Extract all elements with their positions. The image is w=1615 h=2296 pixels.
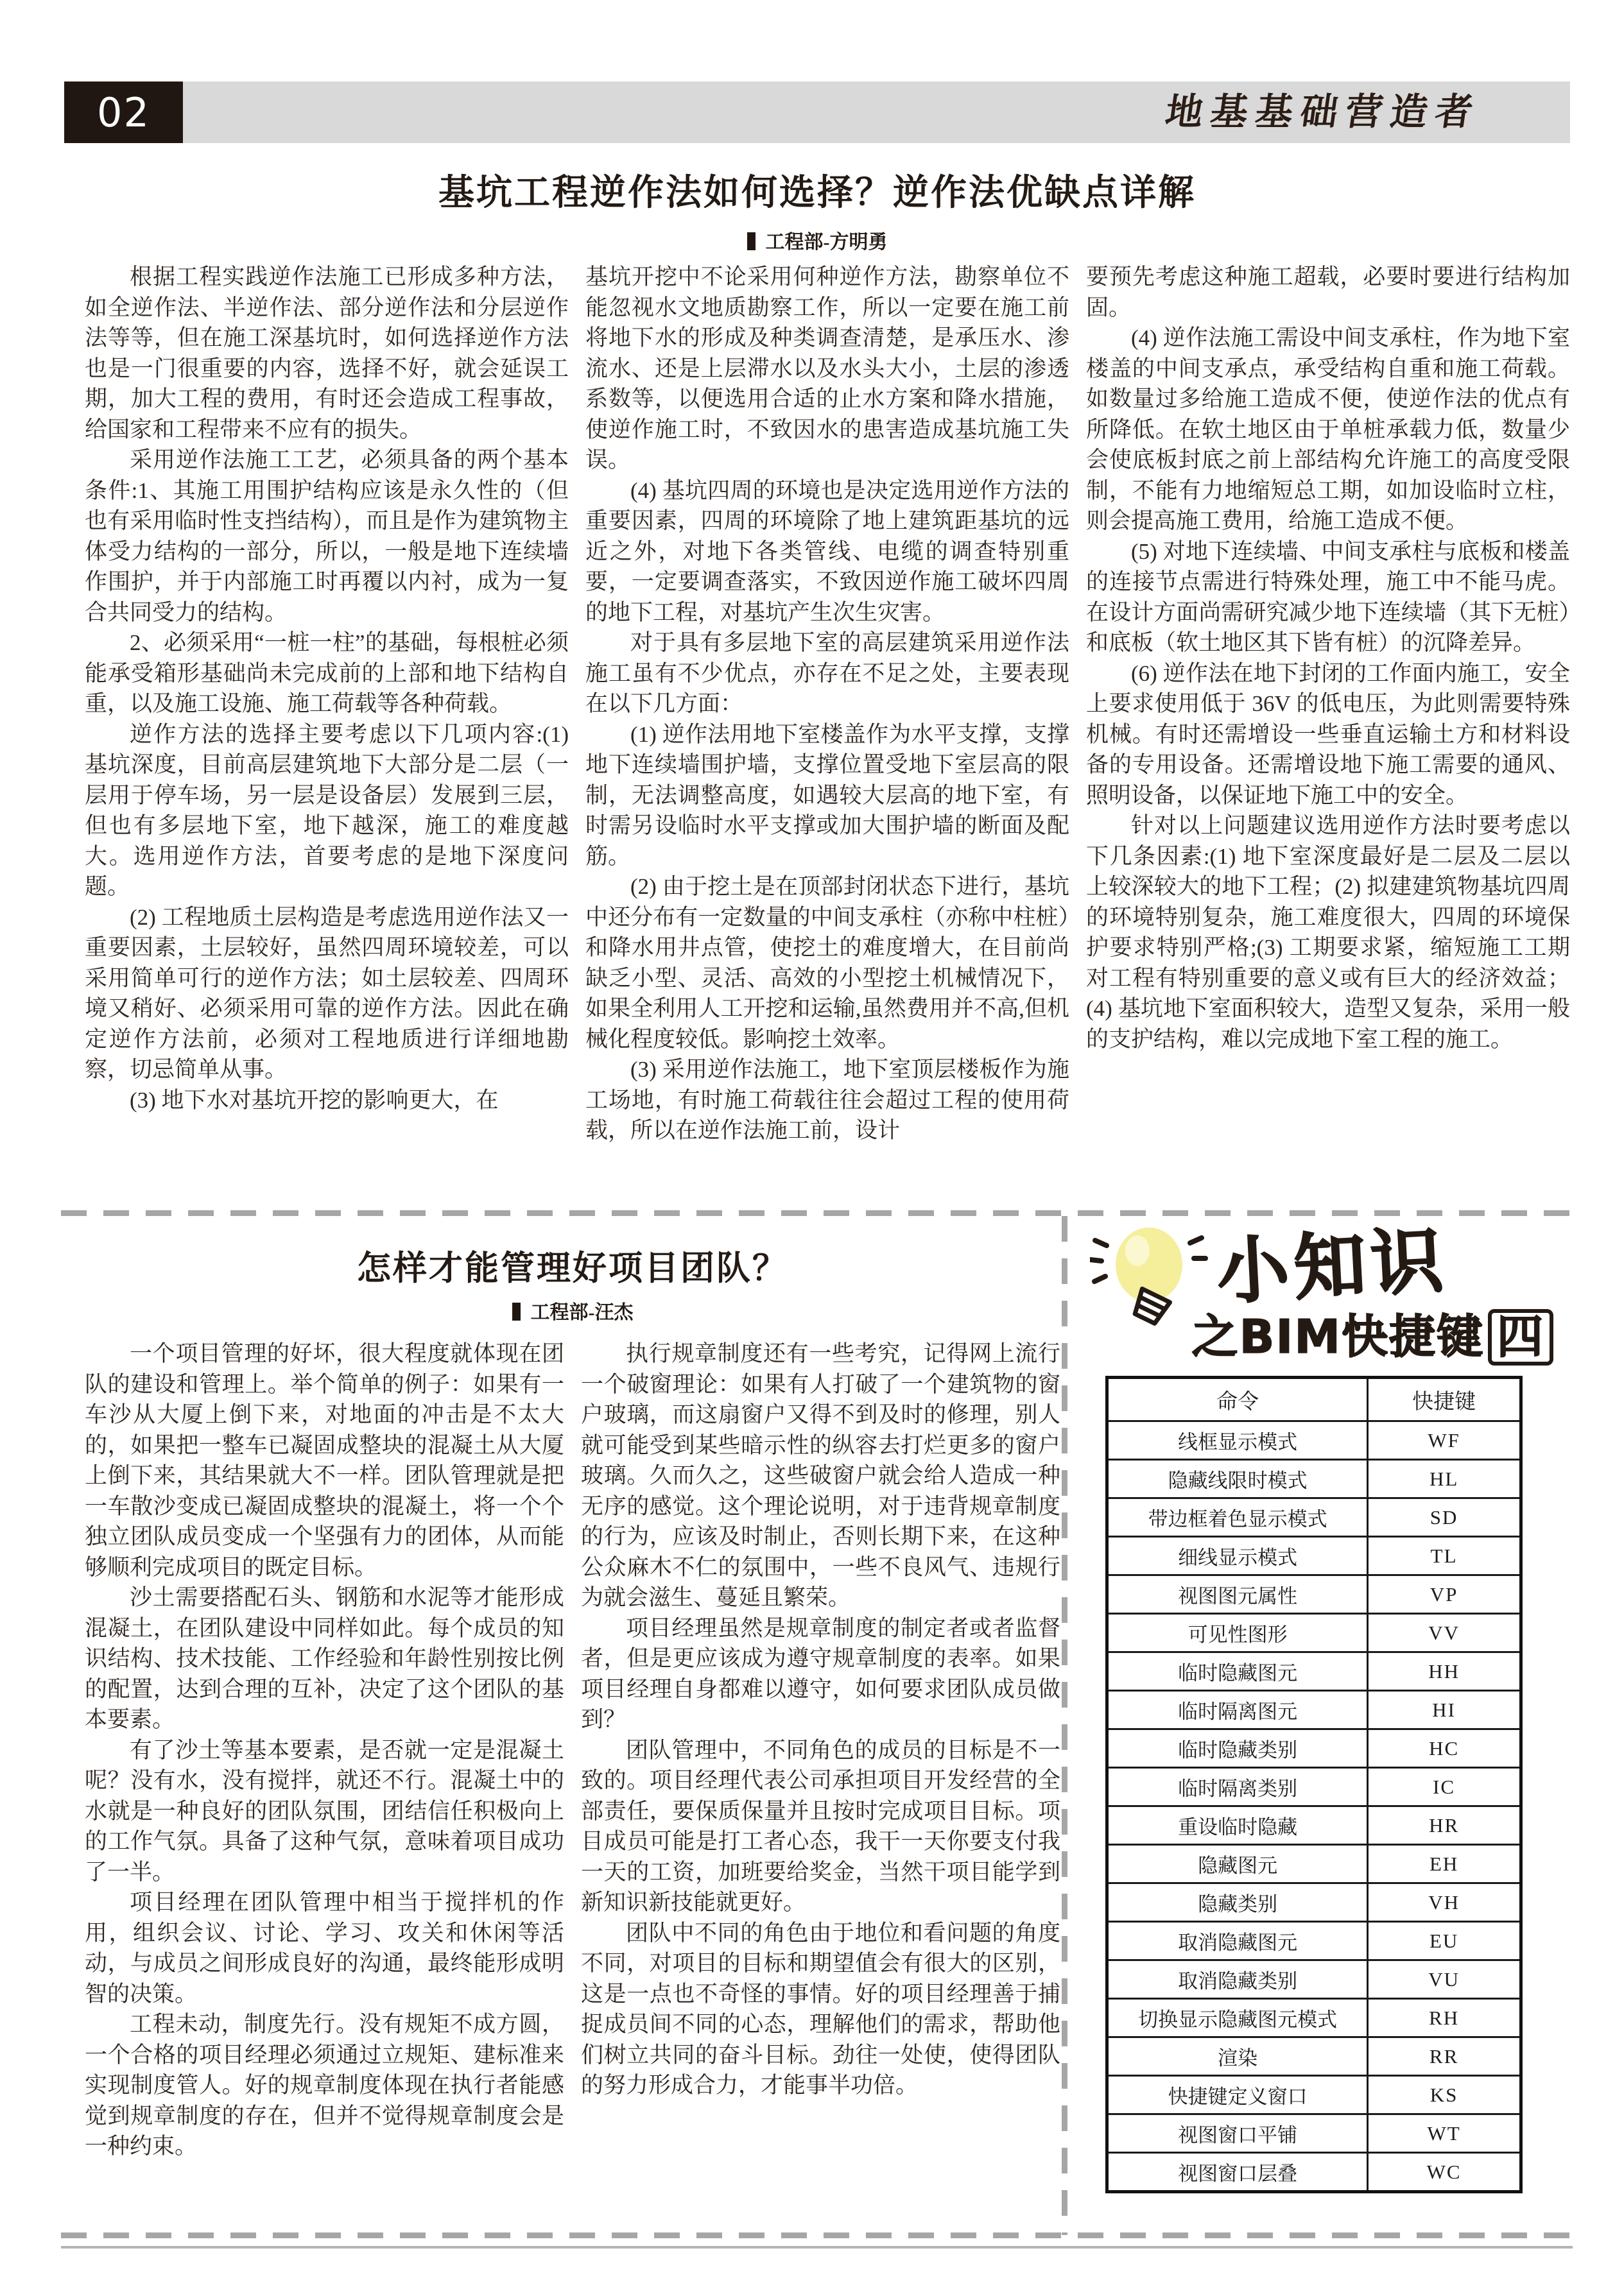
- section-divider-top: [61, 1210, 1573, 1216]
- command-cell: 取消隐藏类别: [1107, 1960, 1368, 1999]
- key-cell: VU: [1368, 1960, 1521, 1999]
- shortcut-table-body: [1107, 1421, 1521, 2192]
- table-row: [1107, 1768, 1521, 1806]
- table-row: [1107, 2153, 1521, 2192]
- command-cell: 细线显示模式: [1107, 1537, 1368, 1575]
- byline-text: 工程部-汪杰: [530, 1302, 634, 1323]
- key-cell: KS: [1368, 2076, 1521, 2114]
- table-row: [1107, 1806, 1521, 1845]
- key-cell: RH: [1368, 1999, 1521, 2037]
- footer-rule: [61, 2246, 1573, 2249]
- paragraph: 执行规章制度还有一些考究，记得网上流行一个破窗理论：如果有人打破了一个建筑物的窗户玻璃，而这扇窗户又得不到及时的修理，别人就可能受到某些暗示性的纵容去打烂更多的窗户玻璃。久而久之，这些破窗户就会给人造成一种无序的感觉。这个理论说明，对于违背规章制度的行为，应该及时制止，否则长期下来，在这种公众麻木不仁的氛围中，一些不良风气、违规行为就会滋生、蔓延且繁荣。: [581, 1341, 1060, 1610]
- paragraph: (2) 由于挖土是在顶部封闭状态下进行，基坑中还分布有一定数量的中间支承柱（亦称中柱桩）和降水用井点管，使挖土的难度增大，在目前尚缺乏小型、灵活、高效的小型挖土机械情况下，如果全利用人工开挖和运输,虽然费用并不高,但机械化程度较低。影响挖土效率。: [585, 874, 1069, 1052]
- key-cell: EU: [1368, 1922, 1521, 1960]
- command-cell: 临时隐藏图元: [1107, 1652, 1368, 1691]
- table-row: [1107, 2076, 1521, 2114]
- shortcut-table: [1106, 1376, 1522, 2193]
- paragraph: 采用逆作法施工工艺，必须具备的两个基本条件:1、其施工用围护结构应该是永久性的（但也有采用临时性支挡结构），而且是作为建筑物主体受力结构的一部分，所以，一般是地下连续墙作围护，并于内部施工时再覆以内衬，成为一复合共同受力的结构。: [85, 447, 569, 625]
- paragraph: (2) 工程地质土层构造是考虑选用逆作法又一重要因素，土层较好，虽然四周环境较差，可以采用简单可行的逆作方法；如土层较差、四周环境又稍好、必须采用可靠的逆作方法。因此在确定逆作方法前，必须对工程地质进行详细地勘察，切忌简单从事。: [85, 904, 569, 1082]
- command-cell: 线框显示模式: [1107, 1421, 1368, 1460]
- article-1-column-3: [1086, 262, 1570, 1146]
- paragraph: 项目经理在团队管理中相当于搅拌机的作用，组织会议、讨论、学习、攻关和休闲等活动，与成员之间形成良好的沟通，最终能形成明智的决策。: [85, 1890, 564, 2007]
- paragraph: 对于具有多层地下室的高层建筑采用逆作法施工虽有不少优点，亦存在不足之处，主要表现在以下几方面：: [585, 630, 1069, 716]
- table-row: [1107, 1883, 1521, 1922]
- table-row: [1107, 1845, 1521, 1883]
- paragraph: (6) 逆作法在地下封闭的工作面内施工，安全上要求使用低于 36V 的低电压，为此则需要特殊机械。有时还需增设一些垂直运输土方和材料设备的专用设备。还需增设地下施工需要的通风、照明设备，以保证地下施工中的安全。: [1086, 660, 1570, 808]
- tips-subtitle: [1062, 1309, 1553, 1366]
- paragraph: 团队管理中，不同角色的成员的目标是不一致的。项目经理代表公司承担项目开发经营的全部责任，要保质保量并且按时完成项目目标。项目成员可能是打工者心态，我干一天你要支付我一天的工资，加班要给奖金，当然干项目能学到新知识新技能就更好。: [581, 1737, 1060, 1915]
- command-cell: 隐藏图元: [1107, 1845, 1368, 1883]
- key-cell: HH: [1368, 1652, 1521, 1691]
- article-2-columns: [85, 1339, 1060, 2162]
- table-row: [1107, 2114, 1521, 2153]
- paragraph: 有了沙土等基本要素，是否就一定是混凝土呢？没有水，没有搅拌，就还不行。混凝土中的水就是一种良好的团队氛围，团结信任积极向上的工作气氛。具备了这种气氛，意味着项目成功了一半。: [85, 1737, 564, 1885]
- table-row: [1107, 1614, 1521, 1652]
- command-cell: 可见性图形: [1107, 1614, 1368, 1652]
- command-cell: 视图窗口平铺: [1107, 2114, 1368, 2153]
- paragraph: 沙土需要搭配石头、钢筋和水泥等才能形成混凝土，在团队建设中同样如此。每个成员的知识结构、技术技能、工作经验和年龄性别按比例的配置，达到合理的互补，决定了这个团队的基本要素。: [85, 1585, 564, 1732]
- key-cell: VV: [1368, 1614, 1521, 1652]
- article-2-title: 怎样才能管理好项目团队？: [357, 1250, 788, 1287]
- key-cell: WT: [1368, 2114, 1521, 2153]
- article-2-column-2: [581, 1339, 1060, 2162]
- command-cell: 临时隔离图元: [1107, 1691, 1368, 1729]
- paragraph: (3) 地下水对基坑开挖的影响更大，在: [130, 1087, 499, 1113]
- paragraph: 一个项目管理的好坏，很大程度就体现在团队的建设和管理上。举个简单的例子：如果有一车沙从大厦上倒下来，对地面的冲击是不太大的，如果把一整车已凝固成整块的混凝土从大厦上倒下来，其结果就大不一样。团队管理就是把一车散沙变成已凝固成整块的混凝土，将一个个独立团队成员变成一个坚强有力的团体，从而能够顺利完成项目的既定目标。: [85, 1341, 564, 1580]
- key-cell: HC: [1368, 1729, 1521, 1768]
- table-row: [1107, 1999, 1521, 2037]
- section-divider-bottom: [61, 2232, 1573, 2238]
- article-1-columns: [85, 262, 1570, 1146]
- article-1-column-2: [585, 262, 1069, 1146]
- paragraph: 根据工程实践逆作法施工已形成多种方法，如全逆作法、半逆作法、部分逆作法和分层逆作法等等，但在施工深基坑时，如何选择逆作方法也是一门很重要的内容，选择不好，就会延误工期，加大工程的费用，有时还会造成工程事故，给国家和工程带来不应有的损失。: [85, 264, 569, 442]
- key-cell: WC: [1368, 2153, 1521, 2192]
- key-cell: IC: [1368, 1768, 1521, 1806]
- page-number: 02: [64, 81, 183, 143]
- command-cell: 快捷键定义窗口: [1107, 2076, 1368, 2114]
- byline-square-icon: [512, 1303, 521, 1321]
- key-cell: RR: [1368, 2037, 1521, 2076]
- command-cell: 隐藏线限时模式: [1107, 1460, 1368, 1498]
- article-1-column-1: [85, 262, 569, 1146]
- key-cell: VP: [1368, 1575, 1521, 1614]
- table-row: [1107, 2037, 1521, 2076]
- command-cell: 视图图元属性: [1107, 1575, 1368, 1614]
- paragraph: 团队中不同的角色由于地位和看问题的角度不同，对项目的目标和期望值会有很大的区别，这是一点也不奇怪的事情。好的项目经理善于捕捉成员间不同的心态，理解他们的需求，帮助他们树立共同的奋斗目标。劲往一处使，使得团队的努力形成合力，才能事半功倍。: [581, 1920, 1060, 2098]
- table-row: [1107, 1691, 1521, 1729]
- key-cell: VH: [1368, 1883, 1521, 1922]
- paragraph: 项目经理虽然是规章制度的制定者或者监督者，但是更应该成为遵守规章制度的表率。如果项目经理自身都难以遵守，如何要求团队成员做到？: [581, 1615, 1060, 1732]
- masthead-title: 地基基础营造者: [1162, 91, 1483, 133]
- command-cell: 视图窗口层叠: [1107, 2153, 1368, 2192]
- key-cell: EH: [1368, 1845, 1521, 1883]
- shortcut-table-head: [1107, 1378, 1521, 1421]
- command-cell: 临时隔离类别: [1107, 1768, 1368, 1806]
- article-1-title: 基坑工程逆作法如何选择？逆作法优缺点详解: [438, 173, 1196, 213]
- paragraph: (4) 基坑四周的环境也是决定选用逆作方法的重要因素，四周的环境除了地上建筑距基坑的远近之外，对地下各类管线、电缆的调查特别重要，一定要调查落实，不致因逆作施工破坏四周的地下工程，对基坑产生次生灾害。: [585, 477, 1069, 625]
- paragraph: 工程未动，制度先行。没有规矩不成方圆，一个合格的项目经理必须通过立规矩、建标准来实现制度管人。好的规章制度体现在执行者能感觉到规章制度的存在，但并不觉得规章制度会是一种约束。: [85, 2012, 564, 2159]
- article-1-byline: [64, 226, 1570, 254]
- table-row: [1107, 1652, 1521, 1691]
- table-header-row: [1107, 1378, 1521, 1421]
- key-cell: HR: [1368, 1806, 1521, 1845]
- table-row: [1107, 1729, 1521, 1768]
- paragraph: (5) 对地下连续墙、中间支承柱与底板和楼盖的连接节点需进行特殊处理，施工中不能马虎。在设计方面尚需研究减少地下连续墙（其下无桩）和底板（软土地区其下皆有桩）的沉降差异。: [1086, 538, 1570, 655]
- paragraph: 逆作方法的选择主要考虑以下几项内容:(1) 基坑深度，目前高层建筑地下大部分是二层（一层用于停车场，另一层是设备层）发展到三层，但也有多层地下室，地下越深，施工的难度越大。选用逆作方法，首要考虑的是地下深度问题。: [85, 721, 569, 899]
- key-cell: TL: [1368, 1537, 1521, 1575]
- key-cell: WF: [1368, 1421, 1521, 1460]
- tips-subtitle-text: 之BIM快捷键: [1191, 1310, 1484, 1364]
- paragraph: 针对以上问题建议选用逆作方法时要考虑以下几条因素:(1) 地下室深度最好是二层及二层以上较深较大的地下工程；(2) 拟建建筑物基坑四周的环境特别复杂，施工难度很大，四周的环境保护要求特别严格;(3) 工期要求紧，缩短施工工期对工程有特别重要的意义或有巨大的经济效益；(4) 基坑地下室面积较大，造型又复杂，采用一般的支护结构，难以完成地下室工程的施工。: [1086, 813, 1570, 1052]
- key-cell: HI: [1368, 1691, 1521, 1729]
- paragraph: (1) 逆作法用地下室楼盖作为水平支撑，支撑地下连续墙围护墙，支撑位置受地下室层高的限制，无法调整高度，如遇较大层高的地下室，有时需另设临时水平支撑或加大围护墙的断面及配筋。: [585, 721, 1069, 869]
- paragraph: 2、必须采用“一桩一柱”的基础，每根桩必须能承受箱形基础尚未完成前的上部和地下结构自重，以及施工设施、施工荷载等各种荷载。: [85, 630, 569, 716]
- byline-text: 工程部-方明勇: [765, 232, 888, 253]
- command-cell: 渲染: [1107, 2037, 1368, 2076]
- section-divider-vertical: [1062, 1216, 1067, 2235]
- command-cell: 临时隐藏类别: [1107, 1729, 1368, 1768]
- tips-title: 小知识: [1214, 1219, 1451, 1315]
- command-cell: 取消隐藏图元: [1107, 1922, 1368, 1960]
- table-row: [1107, 1460, 1521, 1498]
- table-row: [1107, 1922, 1521, 1960]
- table-row: [1107, 1575, 1521, 1614]
- paragraph: (4) 逆作法施工需设中间支承柱，作为地下室楼盖的中间支承点，承受结构自重和施工荷载。如数量过多给施工造成不便，使逆作法的优点有所降低。在软土地区由于单桩承载力低，数量少会使底板封底之前上部结构允许施工的高度受限制，不能有力地缩短总工期，如加设临时立柱，则会提高施工费用，给施工造成不便。: [1086, 325, 1570, 533]
- table-row: [1107, 1421, 1521, 1460]
- command-cell: 带边框着色显示模式: [1107, 1498, 1368, 1537]
- tips-subtitle-boxed-number: 四: [1488, 1309, 1553, 1366]
- table-header-cell: 快捷键: [1368, 1378, 1521, 1421]
- table-header-cell: 命令: [1107, 1378, 1368, 1421]
- command-cell: 切换显示隐藏图元模式: [1107, 1999, 1368, 2037]
- article-2-column-1: [85, 1339, 564, 2162]
- paragraph: (3) 采用逆作法施工，地下室顶层楼板作为施工场地，有时施工荷载往往会超过工程的使用荷载，所以在逆作法施工前，设计: [585, 1057, 1069, 1143]
- paragraph: 要预先考虑这种施工超载，必要时要进行结构加固。: [1086, 264, 1570, 320]
- paragraph: 基坑开挖中不论采用何种逆作方法，勘察单位不能忽视水文地质勘察工作，所以一定要在施工前将地下水的形成及种类调查清楚，是承压水、渗流水、还是上层滞水以及水头大小，土层的渗透系数等，以便选用合适的止水方案和降水措施，使逆作施工时，不致因水的患害造成基坑施工失误。: [585, 264, 1069, 472]
- command-cell: 隐藏类别: [1107, 1883, 1368, 1922]
- table-row: [1107, 1498, 1521, 1537]
- table-row: [1107, 1537, 1521, 1575]
- key-cell: SD: [1368, 1498, 1521, 1537]
- key-cell: HL: [1368, 1460, 1521, 1498]
- article-2-byline: [85, 1296, 1060, 1324]
- command-cell: 重设临时隐藏: [1107, 1806, 1368, 1845]
- byline-square-icon: [747, 232, 756, 250]
- table-row: [1107, 1960, 1521, 1999]
